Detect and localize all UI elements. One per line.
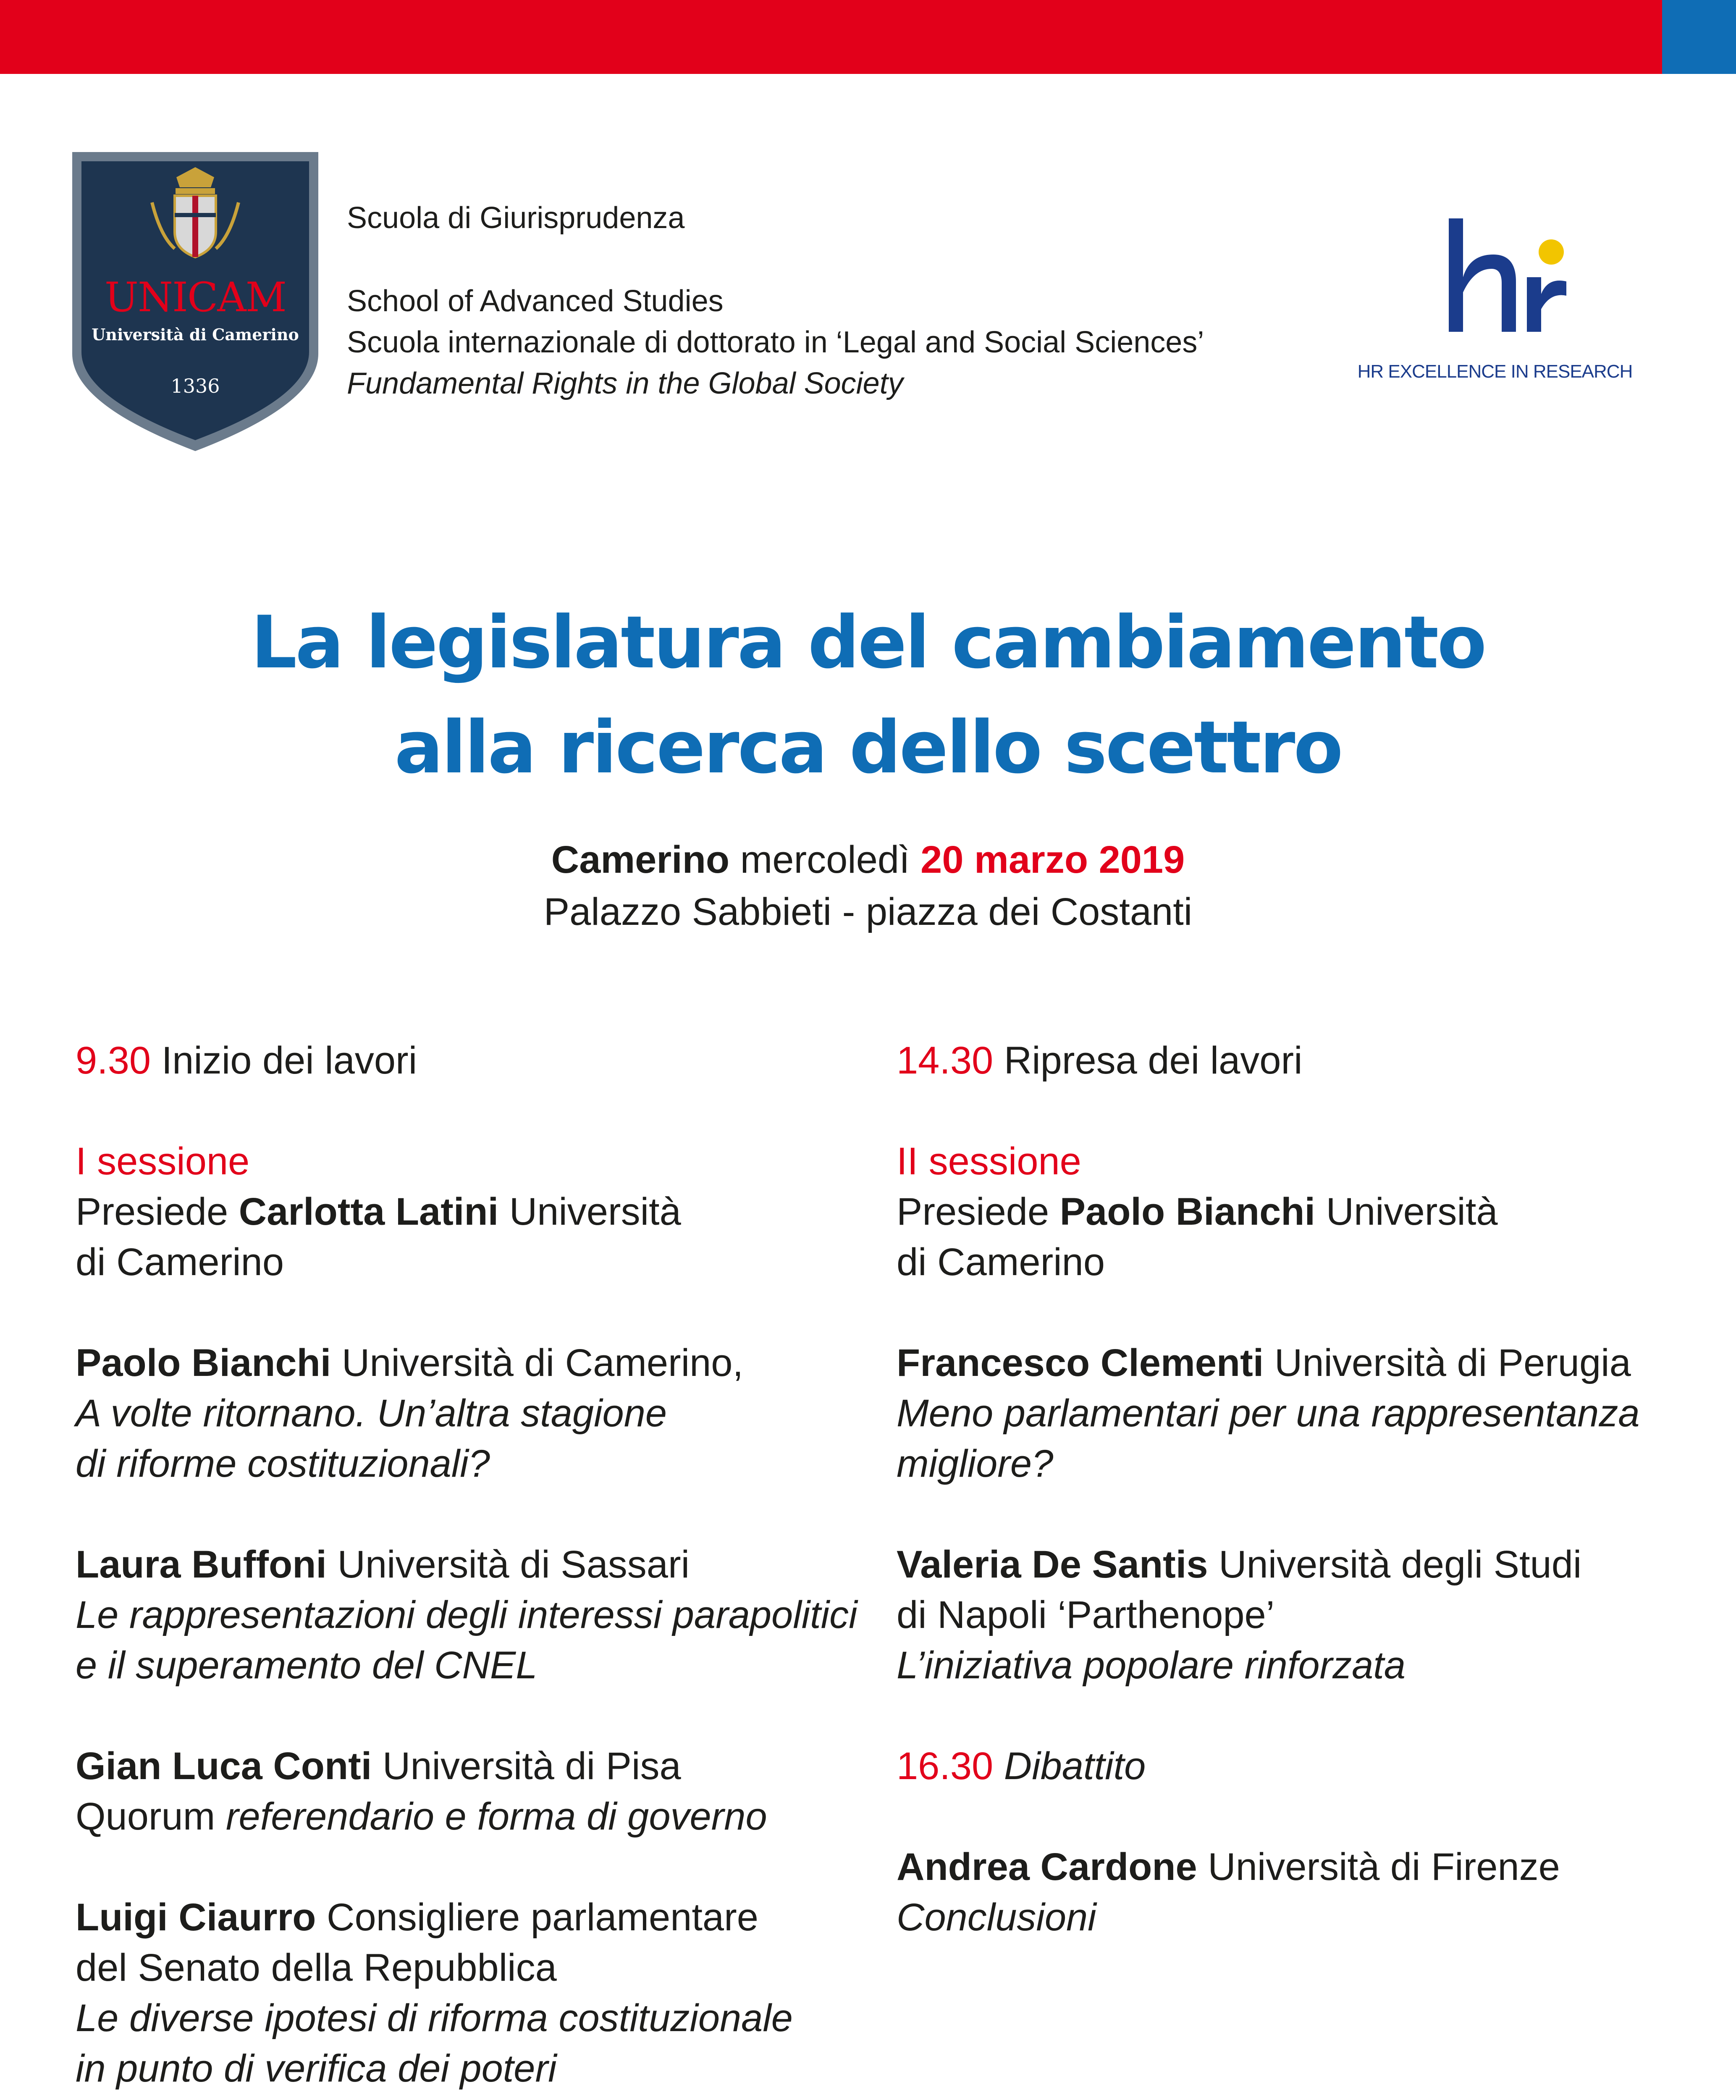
program-left-column	[76, 1035, 873, 2100]
resume-time: 14.30	[897, 1039, 994, 1082]
organizer-block	[347, 197, 1204, 404]
talk-title: A volte ritornano. Un’altra stagione	[76, 1392, 667, 1435]
talk-title: L’iniziativa popolare rinforzata	[897, 1644, 1406, 1687]
speaker-affil: Università di Pisa	[372, 1745, 681, 1788]
start-time: 9.30	[76, 1039, 151, 1082]
speaker-affil: Consigliere parlamentare	[316, 1896, 758, 1939]
school-name: Scuola di Giurisprudenza	[347, 201, 685, 235]
event-venue: Palazzo Sabbieti - piazza dei Costanti	[543, 890, 1193, 933]
top-red-band	[0, 0, 1662, 74]
hr-caption: HR EXCELLENCE IN RESEARCH	[1357, 361, 1633, 382]
title-line-2: alla ricerca dello scettro	[394, 705, 1342, 790]
talk-item	[76, 1892, 873, 2094]
closing-speaker: Andrea Cardone	[897, 1845, 1197, 1888]
event-date: 20 marzo 2019	[920, 838, 1185, 881]
closing-title: Conclusioni	[897, 1896, 1096, 1939]
speaker-name: Laura Buffoni	[76, 1543, 327, 1586]
chair-prefix: Presiede	[897, 1190, 1060, 1233]
talk-item	[76, 1741, 873, 1842]
talk-item	[76, 1539, 873, 1690]
event-date-venue	[0, 834, 1736, 938]
session-2-chair: Paolo Bianchi	[1059, 1190, 1316, 1233]
speaker-name: Luigi Ciaurro	[76, 1896, 316, 1939]
talk-title-cont: migliore?	[897, 1442, 1054, 1485]
talk-title: referendario e forma di governo	[226, 1795, 767, 1838]
talk-item	[897, 1338, 1694, 1489]
doctoral-curriculum: Fundamental Rights in the Global Society	[347, 367, 903, 400]
unicam-subtitle: Università di Camerino	[92, 325, 299, 344]
talk-title: Meno parlamentari per una rappresentanza	[897, 1392, 1640, 1435]
chair-affil: Università	[498, 1190, 681, 1233]
advanced-studies: School of Advanced Studies	[347, 284, 724, 318]
top-blue-band	[1662, 0, 1736, 74]
unicam-year: 1336	[170, 375, 220, 397]
talk-title-cont: e il superamento del CNEL	[76, 1644, 538, 1687]
start-label: Inizio dei lavori	[151, 1039, 417, 1082]
speaker-name: Valeria De Santis	[897, 1543, 1208, 1586]
talk-title: Le diverse ipotesi di riforma costituzionale	[76, 1997, 793, 2040]
event-weekday: mercoledì	[729, 838, 921, 881]
session-2-title: II sessione	[897, 1140, 1081, 1183]
chair-affil: Università	[1315, 1190, 1498, 1233]
talk-title-plain: Quorum	[76, 1795, 226, 1838]
speaker-name: Paolo Bianchi	[76, 1341, 331, 1384]
talk-item	[897, 1539, 1694, 1690]
session-1-title: I sessione	[76, 1140, 250, 1183]
speaker-affil: Università di Camerino,	[331, 1341, 744, 1384]
talk-title-cont: in punto di verifica dei poteri	[76, 2047, 557, 2090]
debate-label: Dibattito	[993, 1745, 1146, 1788]
talk-title: Le rappresentazioni degli interessi parapolitici	[76, 1593, 858, 1636]
closing-item	[897, 1842, 1694, 1942]
debate-time: 16.30	[897, 1745, 994, 1788]
closing-affil: Università di Firenze	[1197, 1845, 1560, 1888]
speaker-affil: Università di Sassari	[326, 1543, 690, 1586]
speaker-affil: Università degli Studi	[1208, 1543, 1582, 1586]
unicam-wordmark: UNICAM	[105, 274, 286, 321]
speaker-name: Francesco Clementi	[897, 1341, 1264, 1384]
chair-affil-cont: di Camerino	[76, 1241, 284, 1284]
talk-title-cont: di riforme costituzionali?	[76, 1442, 490, 1485]
talk-item	[76, 1338, 873, 1489]
doctoral-school: Scuola internazionale di dottorato in ‘Legal and Social Sciences’	[347, 326, 1204, 359]
speaker-name: Gian Luca Conti	[76, 1745, 372, 1788]
session-1-chair: Carlotta Latini	[239, 1190, 499, 1233]
speaker-affil-cont: del Senato della Repubblica	[76, 1946, 557, 1989]
chair-affil-cont: di Camerino	[897, 1241, 1105, 1284]
speaker-affil-cont: di Napoli ‘Parthenope’	[897, 1593, 1275, 1636]
resume-label: Ripresa dei lavori	[993, 1039, 1303, 1082]
event-title	[0, 590, 1736, 800]
chair-prefix: Presiede	[76, 1190, 239, 1233]
program-right-column	[897, 1035, 1694, 1942]
title-line-1: La legislatura del cambiamento	[251, 600, 1485, 685]
hr-excellence-logo-icon	[1445, 214, 1571, 340]
event-city: Camerino	[551, 838, 730, 881]
speaker-affil: Università di Perugia	[1264, 1341, 1631, 1384]
